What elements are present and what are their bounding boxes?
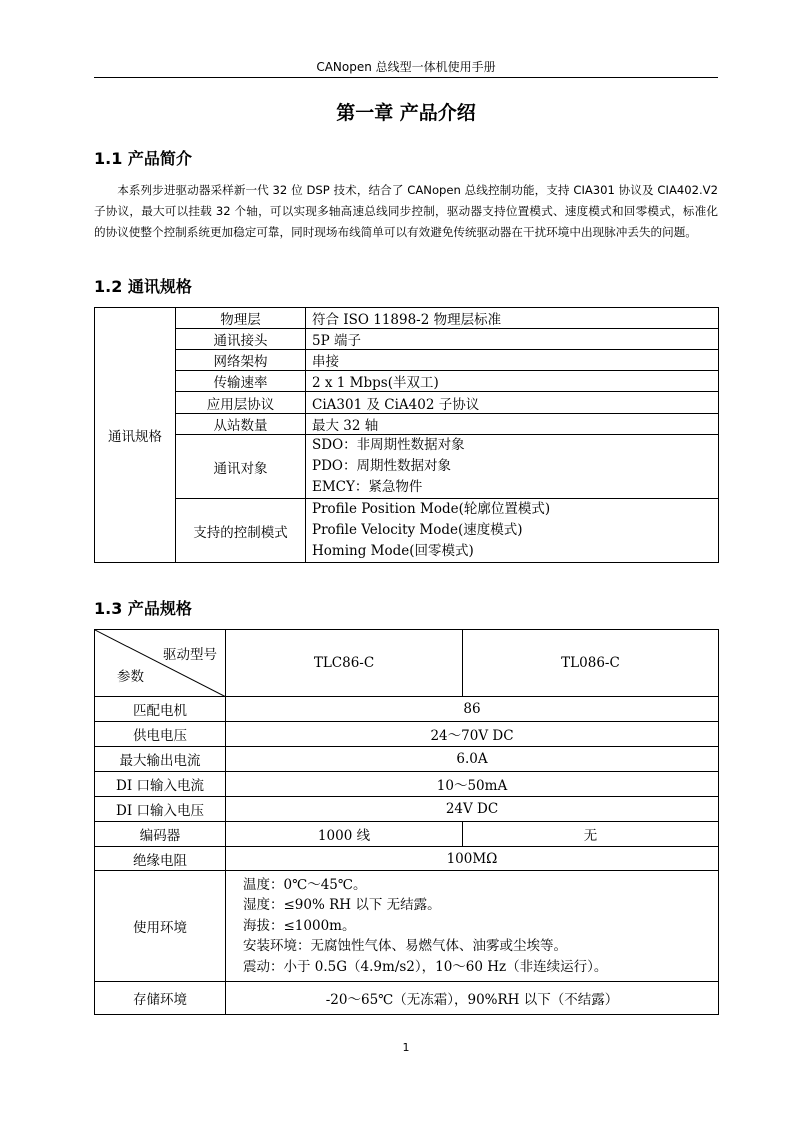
comm-row-label: 物理层 [176, 308, 306, 329]
prod-row-label: 绝缘电阻 [95, 847, 226, 871]
table-row [95, 392, 719, 414]
comm-row-label: 应用层协议 [176, 392, 306, 414]
table-row [95, 797, 719, 822]
table-row [95, 329, 719, 350]
header-divider [94, 77, 718, 78]
prod-row-value: 无 [463, 822, 719, 847]
model-header: TL086-C [463, 630, 719, 697]
section-heading-comm: 1.2 通讯规格 [94, 277, 192, 296]
table-row [95, 847, 719, 871]
env-line: 温度：0℃～45℃。 [243, 876, 367, 893]
page-number: 1 [402, 1041, 410, 1054]
prod-row-label: DI 口输入电压 [95, 797, 226, 822]
comm-group-label: 通讯规格 [95, 308, 176, 563]
prod-row-value: 10～50mA [226, 772, 719, 797]
comm-row-value: 符合 ISO 11898-2 物理层标准 [306, 308, 719, 329]
product-spec-table [94, 629, 719, 1015]
env-line: 海拔：≤1000m。 [243, 917, 356, 934]
comm-row-value [306, 499, 719, 563]
intro-paragraph: 本系列步进驱动器采样新一代 32 位 DSP 技术，结合了 CANopen 总线控制功能，支持 CIA301 协议及 CIA402.V2 子协议，最大可以挂载 32 个轴，可以实现多轴高速总线同步控制，驱动器支持位置模式、速度模式和回零模式，标准化的协议使整个控制系统更加稳定可靠，同时现场布线简单可以有效避免传统驱动器在干扰环境中出现脉冲丢失的问题。 [94, 183, 718, 239]
comm-value-line: SDO：非周期性数据对象 [312, 437, 465, 453]
comm-value-line: Profile Velocity Mode(速度模式) [312, 522, 523, 538]
model-header: TLC86-C [226, 630, 463, 697]
table-row [95, 772, 719, 797]
comm-spec-table [94, 307, 719, 563]
comm-value-line: Homing Mode(回零模式) [312, 543, 474, 559]
prod-row-value: 6.0A [226, 747, 719, 772]
comm-row-label: 从站数量 [176, 414, 306, 435]
prod-row-label: 存储环境 [95, 982, 226, 1015]
comm-row-value [306, 435, 719, 499]
prod-row-label: 匹配电机 [95, 697, 226, 722]
table-row [95, 822, 719, 847]
table-row [95, 630, 719, 697]
table-row [95, 414, 719, 435]
comm-value-line: Profile Position Mode(轮廓位置模式) [312, 501, 551, 517]
comm-row-label: 网络架构 [176, 350, 306, 371]
prod-row-label: 编码器 [95, 822, 226, 847]
comm-row-value: 最大 32 轴 [306, 414, 719, 435]
comm-row-label: 传输速率 [176, 371, 306, 392]
comm-row-label: 通讯接头 [176, 329, 306, 350]
prod-row-value: 24～70V DC [226, 722, 719, 747]
corner-header-cell [95, 630, 226, 697]
prod-row-label: 最大输出电流 [95, 747, 226, 772]
table-row [95, 722, 719, 747]
comm-row-value: 5P 端子 [306, 329, 719, 350]
prod-row-label: 供电电压 [95, 722, 226, 747]
page-header: CANopen 总线型一体机使用手册 [316, 60, 496, 74]
table-row [95, 697, 719, 722]
comm-row-value: 2 x 1 Mbps(半双工) [306, 371, 719, 392]
prod-row-value: 24V DC [226, 797, 719, 822]
env-line: 安装环境：无腐蚀性气体、易燃气体、油雾或尘埃等。 [243, 938, 567, 955]
corner-header-top: 驱动型号 [163, 647, 217, 663]
section-heading-intro: 1.1 产品简介 [94, 149, 192, 168]
corner-header-bottom: 参数 [117, 669, 144, 685]
comm-row-label: 通讯对象 [176, 435, 306, 499]
comm-row-label: 支持的控制模式 [176, 499, 306, 563]
table-row [95, 435, 719, 499]
prod-row-value: 86 [226, 697, 719, 722]
section-heading-product: 1.3 产品规格 [94, 599, 192, 618]
comm-value-line: EMCY：紧急物件 [312, 479, 423, 495]
table-row [95, 308, 719, 329]
env-line: 震动：小于 0.5G（4.9m/s2），10～60 Hz（非连续运行）。 [243, 958, 608, 975]
table-row [95, 982, 719, 1015]
chapter-title: 第一章 产品介绍 [336, 102, 476, 124]
table-row [95, 499, 719, 563]
comm-row-value: CiA301 及 CiA402 子协议 [306, 392, 719, 414]
comm-row-value: 串接 [306, 350, 719, 371]
prod-row-label: 使用环境 [95, 871, 226, 982]
env-line: 湿度：≤90% RH 以下 无结露。 [243, 897, 441, 914]
table-row [95, 350, 719, 371]
table-row [95, 871, 719, 982]
table-row [95, 747, 719, 772]
table-row [95, 371, 719, 392]
prod-row-value: -20～65℃（无冻霜），90%RH 以下（不结露） [226, 982, 719, 1015]
prod-row-value: 1000 线 [226, 822, 463, 847]
prod-row-value: 100MΩ [226, 847, 719, 871]
diagonal-line [95, 630, 226, 697]
prod-row-value [226, 871, 719, 982]
prod-row-label: DI 口输入电流 [95, 772, 226, 797]
comm-value-line: PDO：周期性数据对象 [312, 458, 451, 474]
